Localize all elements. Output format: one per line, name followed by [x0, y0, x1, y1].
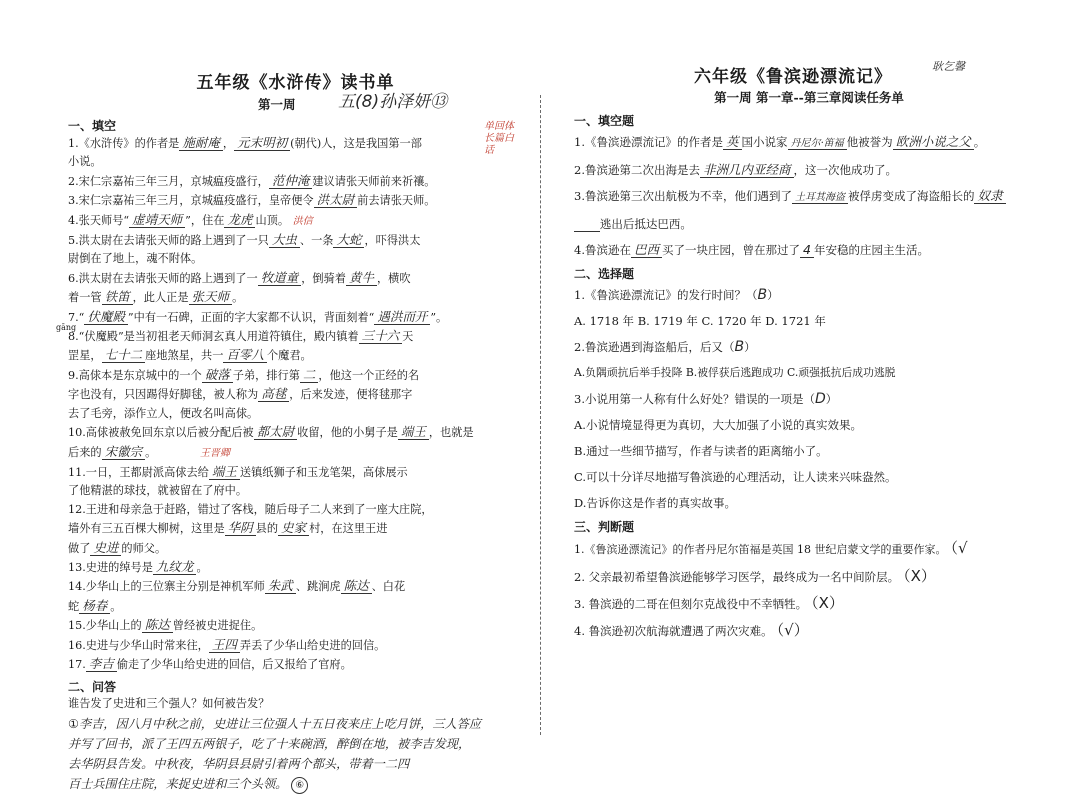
q9-cont: 字也没有，只因踢得好脚毬，被人称为 高毬 ，后来发迹，便将毬那字: [68, 386, 413, 402]
margin-note: 单回体长篇白话: [484, 121, 514, 156]
essay-question: 谁告发了史进和三个强人？如何被告发？: [68, 697, 270, 711]
q2: 2.宋仁宗嘉祐三年三月，京城瘟疫盛行， 范仲淹 建议请张天师前来祈禳。: [68, 172, 436, 188]
f3: 3.鲁滨逊第三次出航极为不幸，他们遇到了 土耳其海盗 被俘虏变成了海盗船长的 奴隶: [574, 183, 1044, 211]
q10-cont: 后来的 宋徽宗 。 王晋卿: [68, 443, 230, 459]
q6: 6.洪太尉在去请张天师的路上遇到了一 牧道童 ，倒骑着 黄牛 ，横吹: [68, 269, 411, 285]
score-mark: ⑥: [291, 777, 308, 794]
j2: 2. 父亲最初希望鲁滨逊能够学习医学，最终成为一名中间阶层。 （X）: [574, 567, 936, 585]
right-section-judge: 三、判断题: [574, 520, 635, 534]
q14: 14.少华山上的三位寨主分别是神机军师 朱武 、跳涧虎 陈达 、白花: [68, 578, 406, 594]
f2: 2.鲁滨逊第二次出海是去 非洲几内亚经商 ，这一次他成功了。: [574, 162, 897, 177]
q5-cont: 尉倒在了地上，魂不附体。: [68, 252, 203, 266]
j3: 3. 鲁滨逊的二哥在但刻尔克战役中不幸牺牲。 （X）: [574, 594, 844, 612]
right-worksheet: [574, 58, 1044, 644]
q14-cont: 蛇 杨春 。: [68, 597, 122, 613]
q17: 17. 李吉 偷走了少华山给史进的回信，后又报给了官府。: [68, 655, 352, 671]
q12: 12.王进和母亲急于赶路，错过了客栈，随后母子二人来到了一座大庄院，: [68, 502, 433, 516]
essay-line: 并写了回书，派了王四五两银子，吃了十来碗酒，醉倒在地，被李吉发现，: [68, 736, 471, 751]
q3: 3.宋仁宗嘉祐三年三月，京城瘟疫盛行，皇帝便令 洪太尉 前去请张天师。: [68, 192, 436, 208]
student-name: 五(8)孙泽妍⑬: [338, 92, 448, 112]
essay-answer: [68, 714, 523, 794]
q7: 7.“ 伏魔殿 ”中有一石碑，正面的字大家都不认识，背面刻着“ 遇洪而开 ”。: [68, 308, 448, 324]
f4: 4.鲁滨逊在 巴西 买了一块庄园，曾在那过了 4 年安稳的庄园主生活。: [574, 242, 929, 257]
q9: 9.高俅本是东京城中的一个 破落 子弟，排行第 二 ，他这一个正经的名: [68, 366, 420, 382]
c1-question: 1.《鲁滨逊漂流记》的发行时间？（B）: [574, 287, 779, 303]
q13: 13.史进的绰号是 九纹龙 。: [68, 558, 208, 574]
essay-line: 去华阴县告发。中秋夜，华阴县县尉引着两个都头，带着一二四: [68, 756, 410, 771]
c2-question: 2.鲁滨逊遇到海盗船后，后又（B）: [574, 339, 756, 355]
q8-cont: 罡星， 七十二 座地煞星，共一 百零八 个魔君。: [68, 347, 312, 363]
c3-option: B.通过一些细节描写，作者与读者的距离缩小了。: [574, 444, 828, 458]
c1-options: A. 1718 年 B. 1719 年 C. 1720 年 D. 1721 年: [574, 314, 826, 328]
q12-cont: 墙外有三五百棵大柳树，这里是 华阴 县的 史家 村，在这里王进: [68, 520, 388, 536]
q8: gāng 8.“伏魔殿”是当初祖老天师洞玄真人用道符镇住，殿内镇着 三十六 天: [56, 323, 414, 344]
q6-cont: 着一管 铁笛 ，此人正是 张天师 。: [68, 289, 244, 305]
left-week: 第一周: [258, 97, 296, 112]
c3-option: C.可以十分详尽地描写鲁滨逊的心理活动，让人读来兴味盎然。: [574, 470, 897, 484]
q11-cont: 了他精湛的球技，就被留在了府中。: [68, 484, 248, 498]
c3-option: A.小说情境显得更为真切，大大加强了小说的真实效果。: [574, 418, 862, 432]
c3-option: D.告诉你这是作者的真实故事。: [574, 496, 736, 510]
q1-cont: 小说。: [68, 155, 102, 169]
left-worksheet: [56, 68, 523, 794]
essay-line: ①李吉，因八月中秋之前，史进让三位强人十五日夜来庄上吃月饼，三人答应: [68, 716, 482, 731]
c2-options: A.负隅顽抗后举手投降 B.被俘获后逃跑成功 C.顽强抵抗后成功逃脱: [574, 366, 896, 379]
left-title: 五年级《水浒传》读书单: [196, 73, 395, 93]
essay-line: 百士兵围住庄院，来捉史进和三个头领。 ⑥: [68, 774, 523, 794]
q16: 16.史进与少华山时常来往， 王四 弄丢了少华山给史进的回信。: [68, 636, 386, 652]
page-divider: [540, 95, 541, 735]
q12-cont2: 做了 史进 的师父。: [68, 539, 167, 555]
q9-cont2: 去了毛旁，添作立人，便改名叫高俅。: [68, 406, 259, 420]
q5: 5.洪太尉在去请张天师的路上遇到了一只 大虫 、一条 大蛇 ，吓得洪太: [68, 232, 421, 248]
q4: 4.张天师号“ 虚靖天师 ”，住在 龙虎 山顶。 洪信: [68, 211, 313, 227]
j1: 1.《鲁滨逊漂流记》的作者丹尼尔笛福是英国 18 世纪启蒙文学的重要作家。 （√: [574, 539, 968, 557]
c3-question: 3.小说用第一人称有什么好处？错误的一项是（D）: [574, 391, 838, 407]
q15: 15.少华山上的 陈达 曾经被史进捉住。: [68, 617, 263, 633]
left-section-fill: 一、填空: [68, 119, 117, 133]
right-subtitle: 第一周 第一章--第三章阅读任务单: [714, 90, 904, 105]
left-section-qa: 二、问答: [68, 680, 117, 695]
f1: 1.《鲁滨逊漂流记》的作者是 英 国小说家 丹尼尔·笛福 他被誉为 欧洲小说之父 。: [574, 134, 986, 149]
q1: 1.《水浒传》的作者是 施耐庵 ， 元末明初 (朝代)人，这是我国第一部: [68, 135, 422, 150]
q10: 10.高俅被赦免回东京以后被分配后被 都太尉 收留，他的小舅子是 端王 ，也就是: [68, 424, 474, 440]
j4: 4. 鲁滨逊初次航海就遭遇了两次灾难。 （√）: [574, 621, 809, 639]
right-section-choice: 二、选择题: [574, 267, 635, 281]
right-title: 六年级《鲁滨逊漂流记》: [694, 67, 892, 87]
f3-cont: 逃出后抵达巴西。: [574, 211, 1044, 237]
q11: 11.一日，王都尉派高俅去给 端王 送镇纸狮子和玉龙笔架，高俅展示: [68, 463, 408, 479]
student-name-right: 耿乞馨: [932, 60, 965, 73]
right-section-fill: 一、填空题: [574, 114, 635, 128]
